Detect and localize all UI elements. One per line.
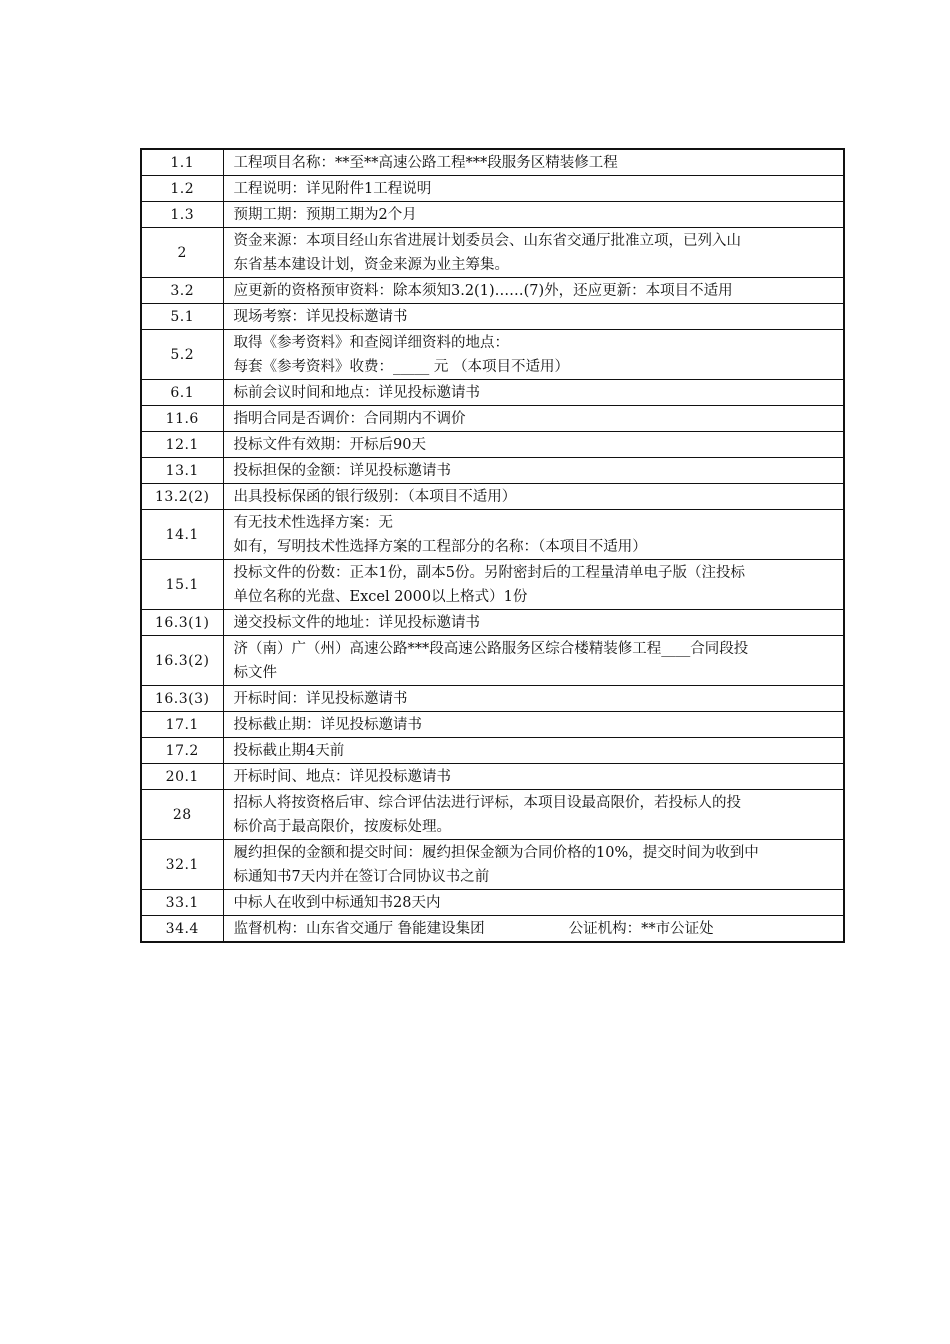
content-line: 预期工期：预期工期为2个月 xyxy=(233,207,417,223)
clause-number: 15.1 xyxy=(141,560,223,610)
clause-content xyxy=(223,510,844,560)
clause-content xyxy=(223,636,844,686)
table-row xyxy=(141,510,844,560)
clause-number: 5.2 xyxy=(141,330,223,380)
content-line: 开标时间：详见投标邀请书 xyxy=(233,691,408,707)
table-row xyxy=(141,790,844,840)
clause-number: 20.1 xyxy=(141,764,223,790)
table-row xyxy=(141,176,844,202)
clause-content xyxy=(223,330,844,380)
content-line: 取得《参考资料》和查阅详细资料的地点： xyxy=(233,335,509,351)
clause-number: 28 xyxy=(141,790,223,840)
clause-content xyxy=(223,686,844,712)
bid-data-table xyxy=(140,148,845,943)
clause-number: 13.2(2) xyxy=(141,484,223,510)
clause-number: 33.1 xyxy=(141,890,223,916)
content-line: 应更新的资格预审资料：除本须知3.2(1)……(7)外，还应更新：本项目不适用 xyxy=(233,283,733,299)
clause-content xyxy=(223,380,844,406)
content-line: 中标人在收到中标通知书28天内 xyxy=(233,895,441,911)
content-line: 现场考察：详见投标邀请书 xyxy=(233,309,408,325)
table-row xyxy=(141,712,844,738)
content-line: 标通知书7天内并在签订合同协议书之前 xyxy=(233,869,490,885)
clause-number: 1.2 xyxy=(141,176,223,202)
clause-content xyxy=(223,228,844,278)
table-row xyxy=(141,278,844,304)
content-line: 标价高于最高限价，按废标处理。 xyxy=(233,819,451,835)
clause-number: 16.3(2) xyxy=(141,636,223,686)
table-row xyxy=(141,764,844,790)
clause-number: 6.1 xyxy=(141,380,223,406)
clause-content xyxy=(223,764,844,790)
content-line: 工程说明：详见附件1工程说明 xyxy=(233,181,432,197)
clause-content xyxy=(223,458,844,484)
table-body xyxy=(141,149,844,942)
content-line: 履约担保的金额和提交时间：履约担保金额为合同价格的10%，提交时间为收到中 xyxy=(233,845,759,861)
clause-content xyxy=(223,278,844,304)
table-row xyxy=(141,560,844,610)
content-line: 递交投标文件的地址：详见投标邀请书 xyxy=(233,615,480,631)
clause-number: 12.1 xyxy=(141,432,223,458)
clause-number: 17.2 xyxy=(141,738,223,764)
content-line: 投标担保的金额：详见投标邀请书 xyxy=(233,463,451,479)
content-line: 如有，写明技术性选择方案的工程部分的名称：（本项目不适用） xyxy=(233,539,647,555)
clause-content xyxy=(223,790,844,840)
clause-content xyxy=(223,712,844,738)
content-line: 济（南）广（州）高速公路***段高速公路服务区综合楼精装修工程____合同段投 xyxy=(233,641,749,657)
clause-number: 3.2 xyxy=(141,278,223,304)
table-row xyxy=(141,840,844,890)
table-row xyxy=(141,458,844,484)
content-line: 有无技术性选择方案：无 xyxy=(233,515,393,531)
table-row xyxy=(141,304,844,330)
table-row xyxy=(141,202,844,228)
content-line: 投标截止期4天前 xyxy=(233,743,345,759)
clause-content xyxy=(223,738,844,764)
table-row xyxy=(141,380,844,406)
clause-number: 34.4 xyxy=(141,916,223,943)
table-row xyxy=(141,406,844,432)
table-row xyxy=(141,686,844,712)
clause-content xyxy=(223,610,844,636)
clause-content xyxy=(223,202,844,228)
table-row xyxy=(141,610,844,636)
content-line: 标文件 xyxy=(233,665,277,681)
table-row xyxy=(141,916,844,943)
content-line: 投标文件有效期：开标后90天 xyxy=(233,437,426,453)
clause-content xyxy=(223,176,844,202)
content-line: 开标时间、地点：详见投标邀请书 xyxy=(233,769,451,785)
clause-number: 2 xyxy=(141,228,223,278)
clause-content xyxy=(223,149,844,176)
notary-agency: 公证机构：**市公证处 xyxy=(568,921,714,937)
clause-content xyxy=(223,304,844,330)
clause-number: 16.3(1) xyxy=(141,610,223,636)
clause-content xyxy=(223,406,844,432)
clause-content xyxy=(223,484,844,510)
table-row xyxy=(141,890,844,916)
clause-number: 1.1 xyxy=(141,149,223,176)
table-row xyxy=(141,484,844,510)
clause-number: 16.3(3) xyxy=(141,686,223,712)
content-line: 投标截止期：详见投标邀请书 xyxy=(233,717,422,733)
clause-number: 1.3 xyxy=(141,202,223,228)
clause-number: 11.6 xyxy=(141,406,223,432)
supervision-agency: 监督机构：山东省交通厅 鲁能建设集团 xyxy=(233,921,485,937)
table-row xyxy=(141,330,844,380)
clause-number: 14.1 xyxy=(141,510,223,560)
clause-number: 32.1 xyxy=(141,840,223,890)
clause-content xyxy=(223,432,844,458)
content-line: 投标文件的份数：正本1份，副本5份。另附密封后的工程量清单电子版（注投标 xyxy=(233,565,745,581)
clause-number: 13.1 xyxy=(141,458,223,484)
content-line: 东省基本建设计划，资金来源为业主筹集。 xyxy=(233,257,509,273)
content-line: 资金来源：本项目经山东省进展计划委员会、山东省交通厅批准立项，已列入山 xyxy=(233,233,741,249)
content-line: 每套《参考资料》收费：_____ 元 （本项目不适用） xyxy=(233,359,569,375)
clause-number: 17.1 xyxy=(141,712,223,738)
clause-content xyxy=(223,916,844,943)
content-line: 招标人将按资格后审、综合评估法进行评标，本项目设最高限价，若投标人的投 xyxy=(233,795,741,811)
table-row xyxy=(141,228,844,278)
clause-number: 5.1 xyxy=(141,304,223,330)
content-line: 出具投标保函的银行级别：（本项目不适用） xyxy=(233,489,517,505)
clause-content xyxy=(223,890,844,916)
table-row xyxy=(141,636,844,686)
content-line: 单位名称的光盘、Excel 2000以上格式）1份 xyxy=(233,589,528,605)
content-line: 工程项目名称：**至**高速公路工程***段服务区精装修工程 xyxy=(233,155,618,171)
content-line: 指明合同是否调价：合同期内不调价 xyxy=(233,411,466,427)
table-row xyxy=(141,149,844,176)
clause-content xyxy=(223,840,844,890)
table-row xyxy=(141,738,844,764)
content-line: 标前会议时间和地点：详见投标邀请书 xyxy=(233,385,480,401)
table-row xyxy=(141,432,844,458)
clause-content xyxy=(223,560,844,610)
